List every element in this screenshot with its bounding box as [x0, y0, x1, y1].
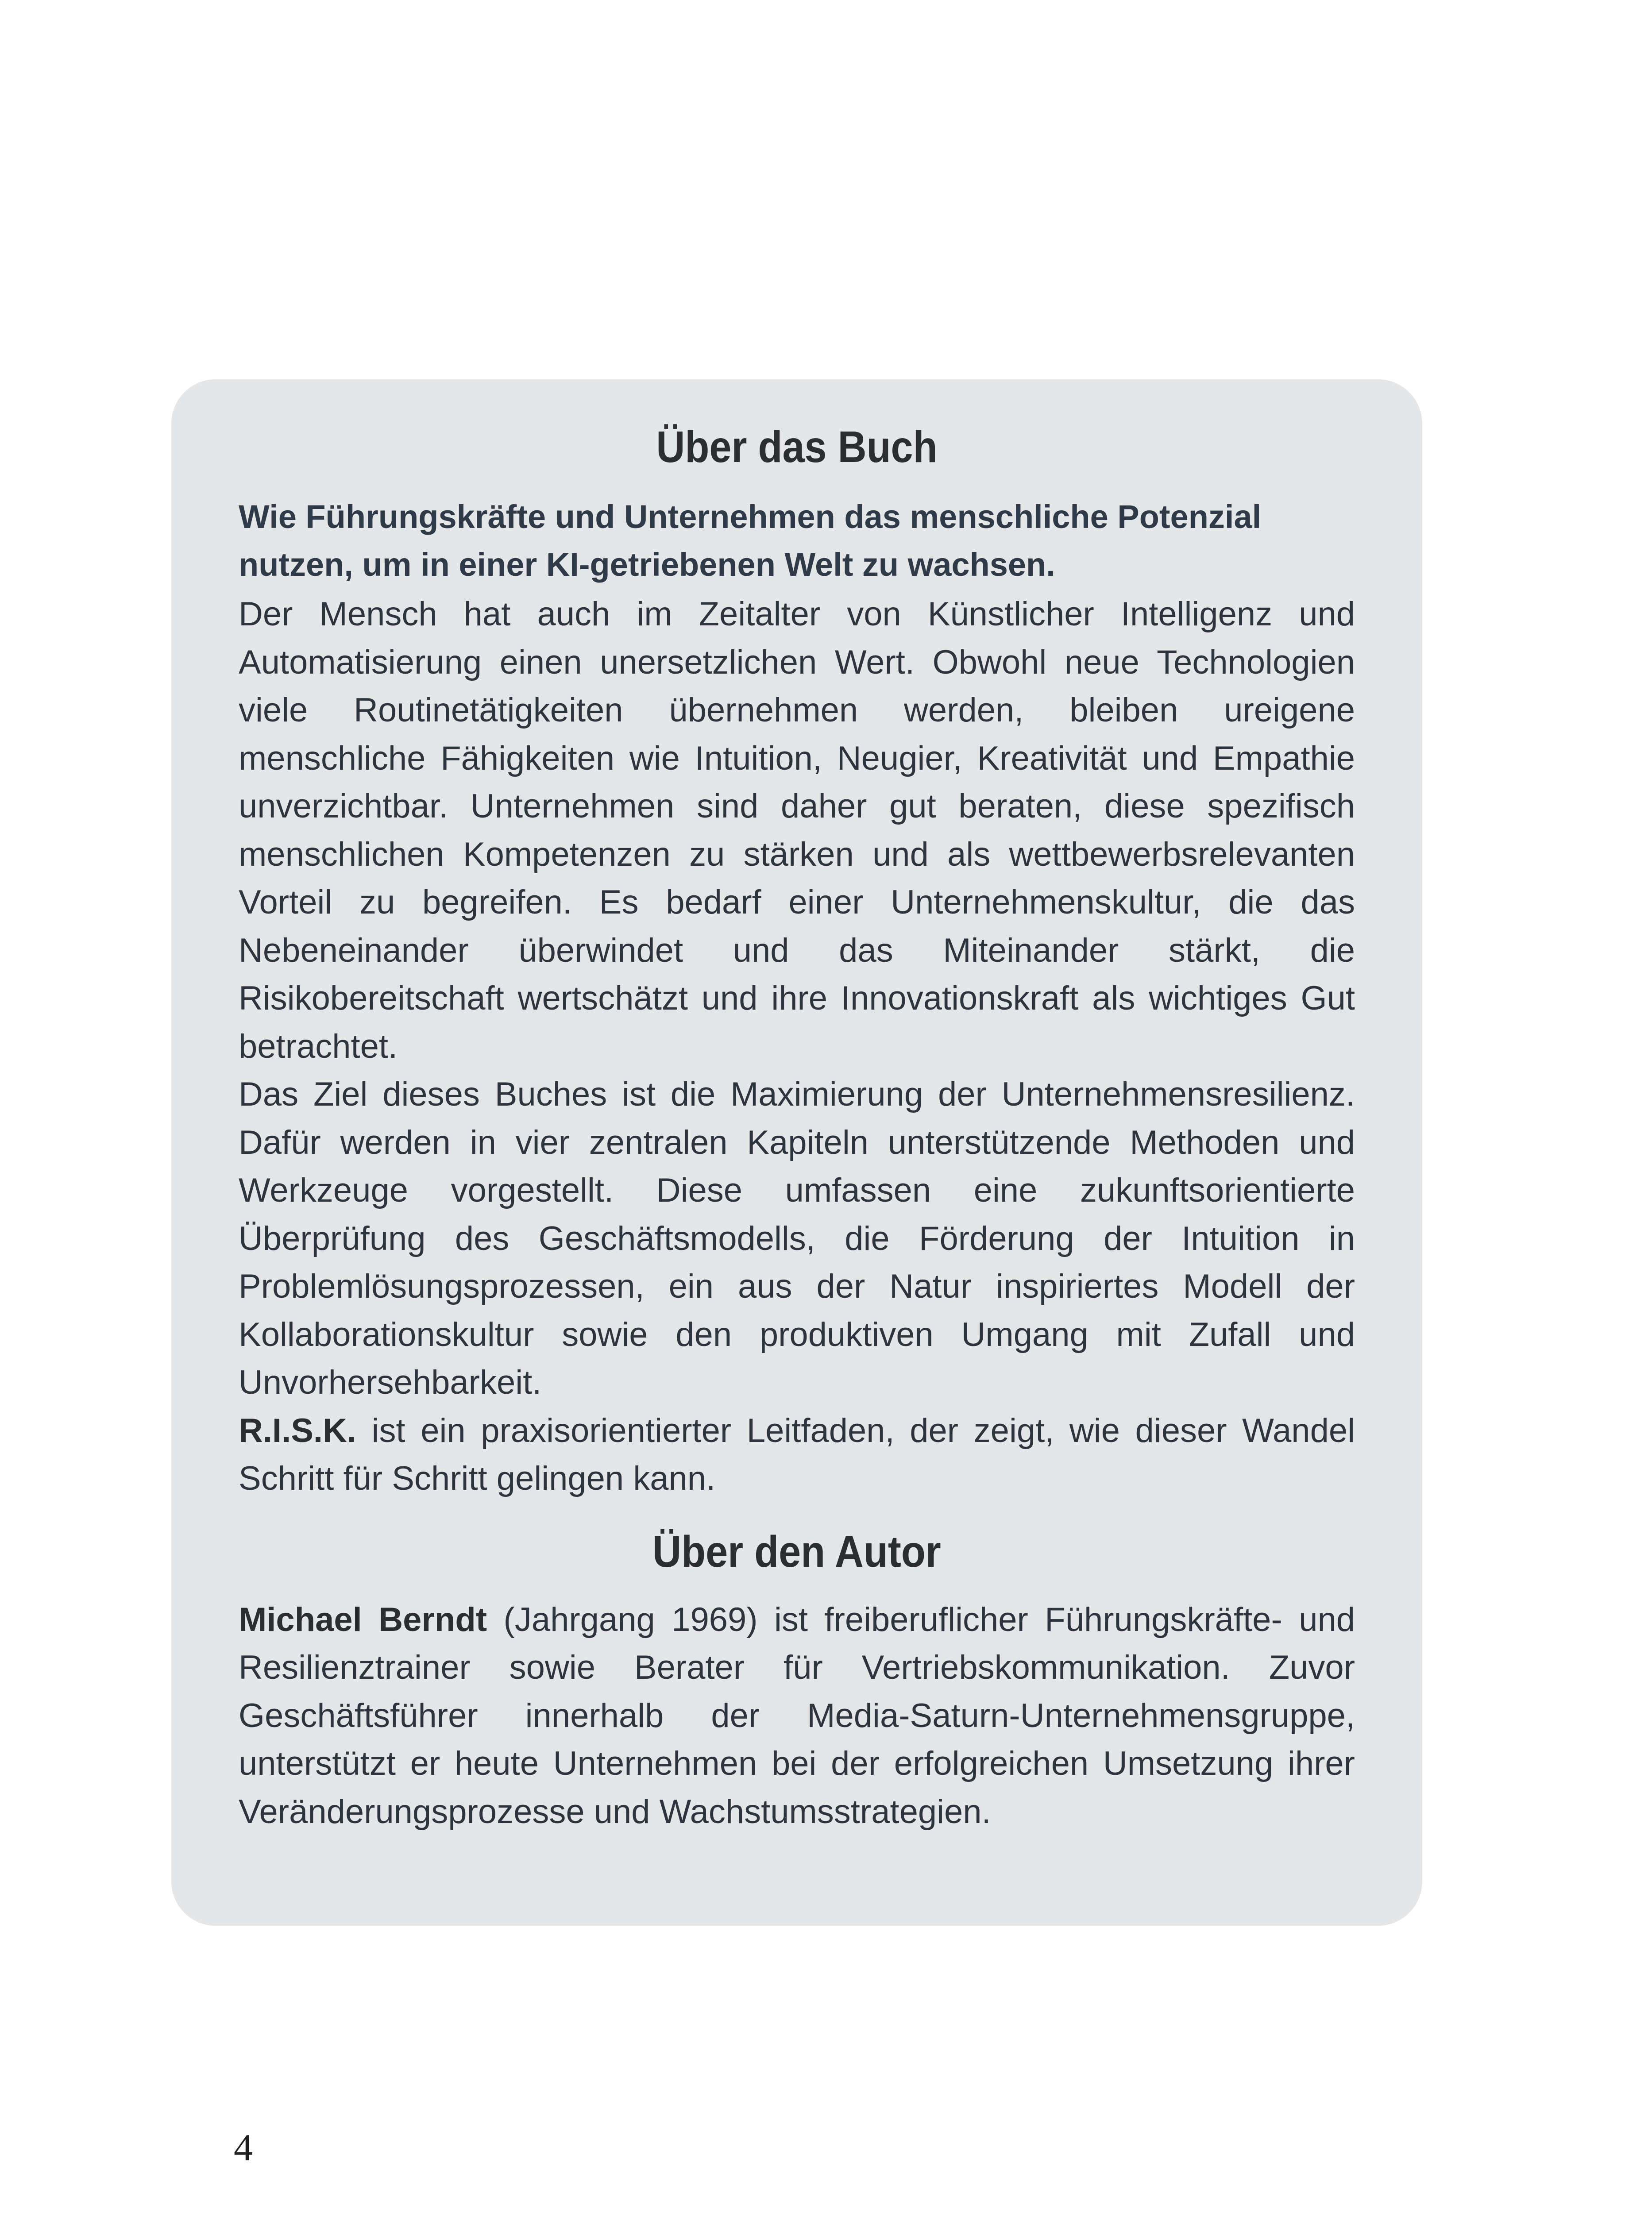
risk-title: R.I.S.K.: [239, 1411, 357, 1450]
page-number: 4: [234, 2126, 253, 2169]
book-section-heading: Über das Buch: [656, 422, 938, 472]
book-description-paragraph-3: [239, 1407, 1355, 1503]
author-section-heading: Über den Autor: [652, 1527, 941, 1577]
author-name: Michael Berndt: [239, 1600, 487, 1639]
book-description-paragraph-2: Das Ziel dieses Buches ist die Maximierung der Unternehmensresilienz. Dafür werden in vier zentralen Kapiteln unterstützende Methoden und Werkzeuge vorgestellt. Diese umfassen eine zukunftsorientierte Überprüfung des Geschäftsmodells, die Förderung der Intuition in Problemlösungsprozessen, ein aus der Natur inspiriertes Modell der Kollaborationskultur sowie den produktiven Umgang mit Zufall und Unvorhersehbarkeit.: [239, 1076, 1355, 1401]
author-bio-text: (Jahrgang 1969) ist freiberuflicher Führungskräfte- und Resilienztrainer sowie Berater für Vertriebskommunikation. Zuvor Geschäftsführer innerhalb der Media-Saturn-Unternehmensgruppe, unterstützt er heute Unternehmen bei der erfolgreichen Umsetzung ihrer Veränderungsprozesse und Wachstumsstrategien.: [239, 1600, 1355, 1831]
info-box: [171, 379, 1422, 1926]
risk-description: ist ein praxisorientierter Leitfaden, der zeigt, wie dieser Wandel Schritt für Schritt gelingen kann.: [239, 1411, 1355, 1497]
author-bio: [239, 1596, 1355, 1836]
book-subtitle: Wie Führungskräfte und Unternehmen das menschliche Potenzial nutzen, um in einer KI-getriebenen Welt zu wachsen.: [239, 498, 1262, 583]
book-description-paragraph-1: Der Mensch hat auch im Zeitalter von Künstlicher Intelligenz und Automatisierung einen unersetzlichen Wert. Obwohl neue Technologien viele Routinetätigkeiten übernehmen werden, bleiben ureigene menschliche Fähigkeiten wie Intuition, Neugier, Kreativität und Empathie unverzichtbar. Unternehmen sind daher gut beraten, diese spezifisch menschlichen Kompetenzen zu stärken und als wettbewerbsrelevanten Vorteil zu begreifen. Es bedarf einer Unternehmenskultur, die das Nebeneinander überwindet und das Miteinander stärkt, die Risikobereitschaft wertschätzt und ihre Innovationskraft als wichtiges Gut betrachtet.: [239, 595, 1355, 1065]
